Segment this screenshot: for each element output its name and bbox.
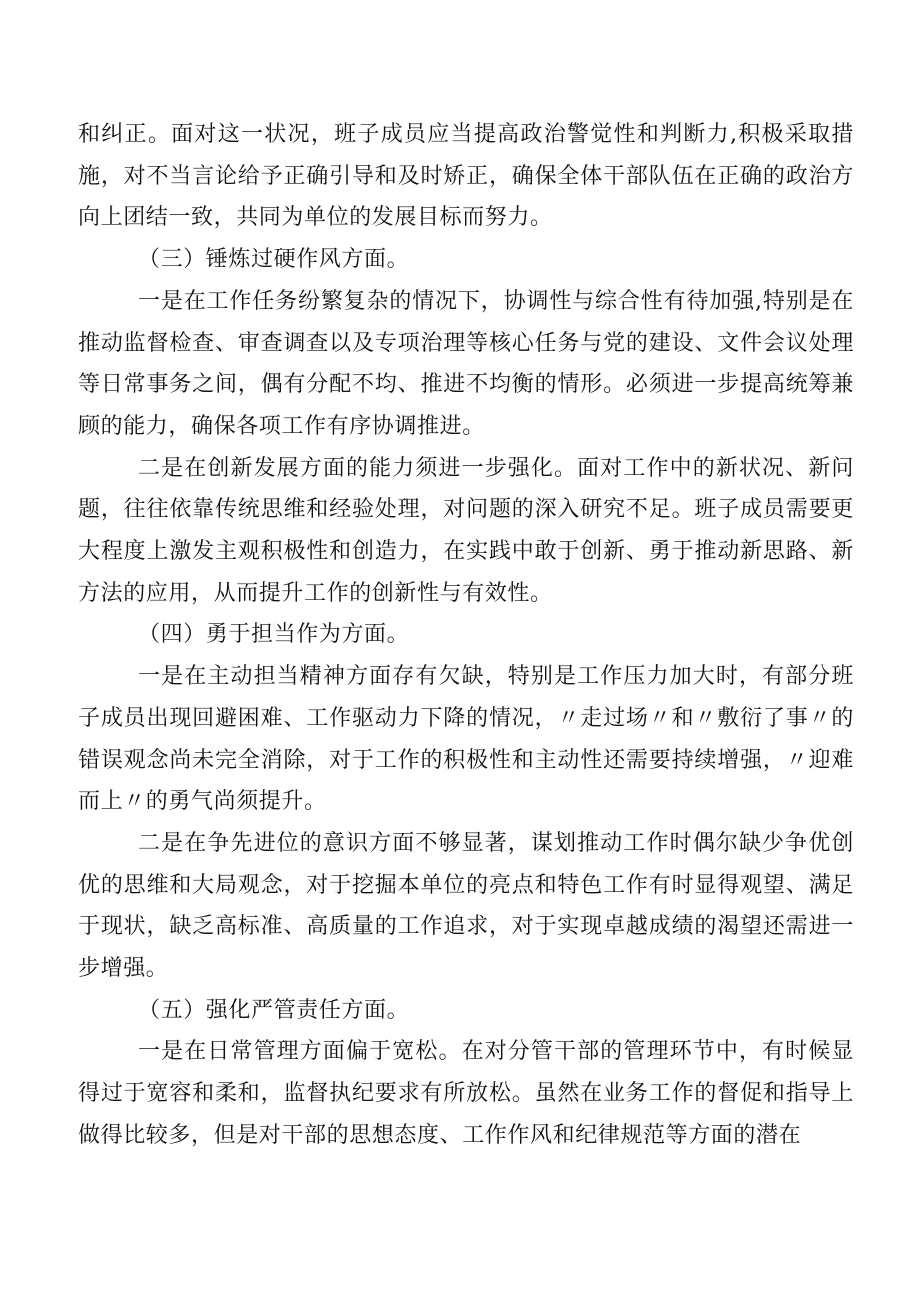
section-heading-4: （四）勇于担当作为方面。 bbox=[138, 622, 410, 648]
paragraph: 二是在争先进位的意识方面不够显著，谋划推动工作时偶尔缺少争优创优的思维和大局观念，对于挖掘本单位的亮点和特色工作有时显得观望、满足于现状，缺乏高标准、高质量的工作追求，对于实现卓越成绩的渴望还需进一步增强。 bbox=[78, 830, 854, 982]
paragraph: 二是在创新发展方面的能力须进一步强化。面对工作中的新状况、新问题，往往依靠传统思维和经验处理，对问题的深入研究不足。班子成员需要更大程度上激发主观积极性和创造力，在实践中敢于创新、勇于推动新思路、新方法的应用，从而提升工作的创新性与有效性。 bbox=[78, 455, 854, 606]
paragraph: 一是在日常管理方面偏于宽松。在对分管干部的管理环节中，有时候显得过于宽容和柔和，监督执纪要求有所放松。虽然在业务工作的督促和指导上做得比较多，但是对干部的思想态度、工作作风和纪律规范等方面的潜在 bbox=[78, 1039, 854, 1148]
paragraph-continued: 和纠正。面对这一状况，班子成员应当提高政治警觉性和判断力,积极采取措施，对不当言论给予正确引导和及时矫正，确保全体干部队伍在正确的政治方向上团结一致，共同为单位的发展目标而努力。 bbox=[78, 122, 854, 231]
paragraph: 一是在工作任务纷繁复杂的情况下，协调性与综合性有待加强,特别是在推动监督检查、审查调查以及专项治理等核心任务与党的建设、文件会议处理等日常事务之间，偶有分配不均、推进不均衡的情形。必须进一步提高统筹兼顾的能力，确保各项工作有序协调推进。 bbox=[78, 288, 854, 439]
section-heading-5: （五）强化严管责任方面。 bbox=[138, 997, 410, 1023]
document-body bbox=[78, 114, 854, 1157]
section-heading-3: （三）锤炼过硬作风方面。 bbox=[138, 247, 410, 273]
paragraph: 一是在主动担当精神方面存有欠缺，特别是工作压力加大时，有部分班子成员出现回避困难、工作驱动力下降的情况，〃走过场〃和〃敷衍了事〃的错误观念尚未完全消除，对于工作的积极性和主动性还需要持续增强，〃迎难而上〃的勇气尚须提升。 bbox=[78, 664, 854, 815]
